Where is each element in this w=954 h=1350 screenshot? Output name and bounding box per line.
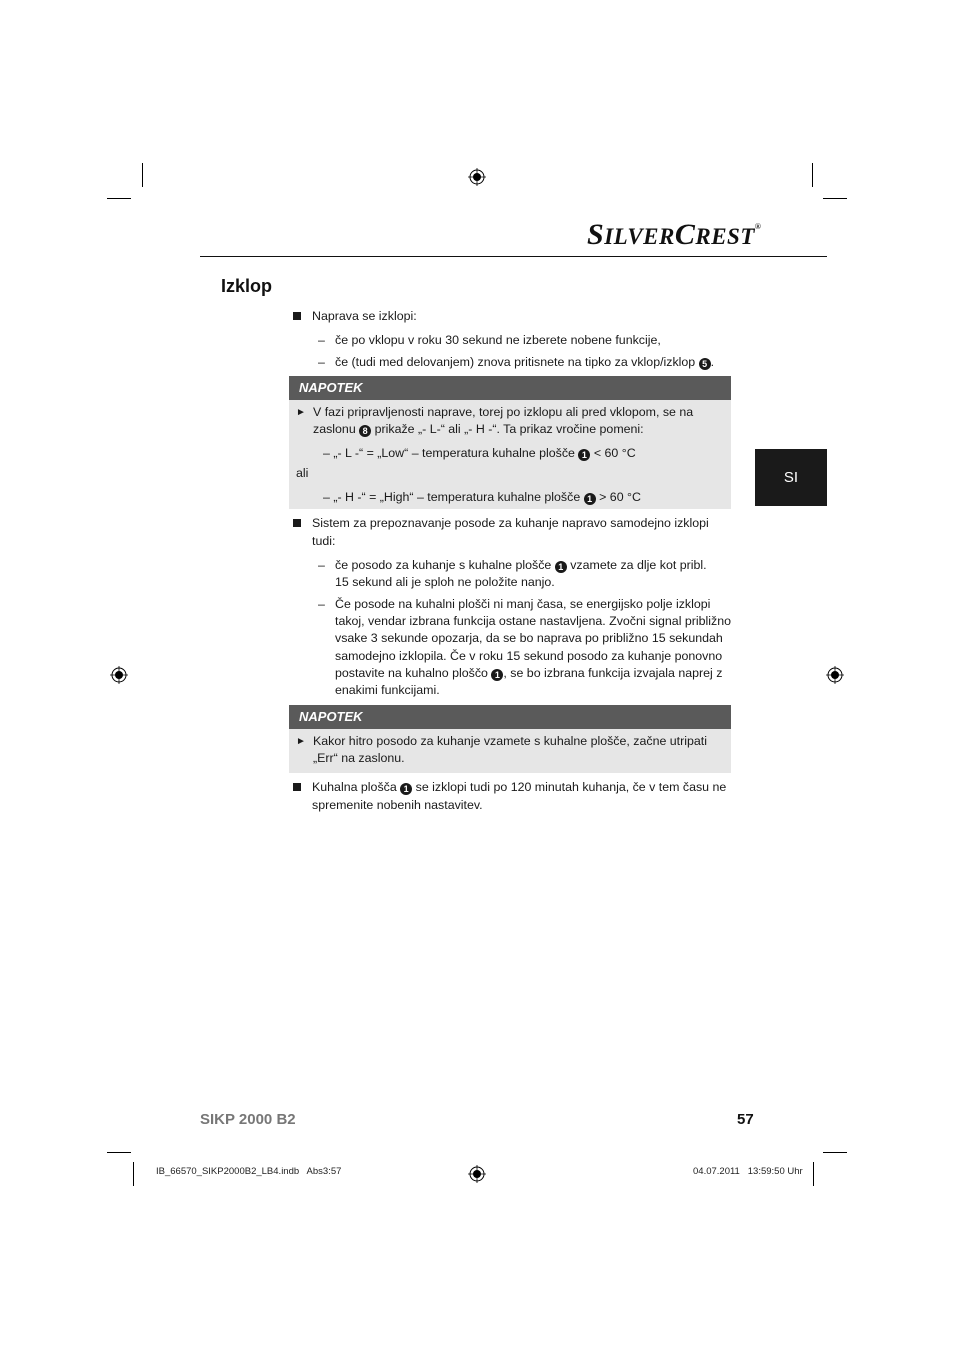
triangle-bullet-icon: ►: [296, 736, 306, 747]
section1-item: če po vklopu v roku 30 sekund ne izberete nobene funkcije,: [335, 333, 661, 347]
page-title: Izklop: [221, 276, 273, 296]
note1-low: [323, 445, 636, 462]
section2-item2: [335, 665, 722, 682]
high-text: – „- H -“ = „High“ – temperatura kuhalne plošče: [323, 490, 581, 504]
section1-intro: Naprava se izklopi:: [312, 309, 417, 323]
section2-intro: Sistem za prepoznavanje posode za kuhanje napravo samodejno izklopi: [312, 516, 709, 530]
note2-line2: „Err“ na zaslonu.: [313, 751, 405, 765]
header-rule: [200, 256, 827, 257]
section1-item: [335, 354, 714, 371]
dash-marker: –: [318, 333, 325, 347]
footer-file-info: IB_66570_SIKP2000B2_LB4.indb Abs3:57: [156, 1166, 342, 1177]
item-text: vzamete za dlje kot pribl.: [570, 558, 707, 572]
registration-mark-icon: [110, 666, 128, 684]
registration-mark-icon: [468, 168, 486, 186]
page-number: 57: [737, 1111, 754, 1128]
registration-mark-icon: [468, 1165, 486, 1183]
section2-intro: tudi:: [312, 534, 336, 548]
dash-marker: –: [318, 597, 325, 611]
ref-number-1: 1: [584, 493, 596, 505]
note1-high: [323, 489, 641, 506]
footer-model: SIKP 2000 B2: [200, 1111, 296, 1128]
ref-number-5: 5: [699, 358, 711, 370]
item-end: .: [710, 355, 715, 369]
crop-mark: [813, 1162, 814, 1186]
note1-ali: ali: [296, 466, 309, 480]
dash-marker: –: [318, 355, 325, 369]
ref-number-1: 1: [400, 783, 412, 795]
ref-number-1: 1: [555, 561, 567, 573]
ref-number-8: 8: [359, 425, 371, 437]
section3-line2: spremenite nobenih nastavitev.: [312, 798, 483, 812]
low-value: < 60 °C: [593, 446, 636, 460]
note-header: NAPOTEK: [289, 376, 731, 400]
section2-item2: samodejno izklopila. Če v roku 15 sekund posodo za kuhanje ponovno: [335, 649, 723, 663]
note1-text: zaslonu: [313, 422, 356, 436]
high-value: > 60 °C: [599, 490, 641, 504]
bullet-square-icon: [293, 783, 301, 791]
registration-mark-icon: [826, 666, 844, 684]
item-text: Kuhalna plošča: [312, 780, 397, 794]
ref-number-1: 1: [491, 669, 503, 681]
bullet-square-icon: [293, 519, 301, 527]
section2-item1: [335, 557, 707, 574]
crop-mark: [142, 163, 143, 187]
note1-line2: [313, 421, 644, 438]
note1-text: prikaže „- L-“ ali „- H -“. Ta prikaz vročine pomeni:: [374, 422, 644, 436]
item-text: če posodo za kuhanje s kuhalne plošče: [335, 558, 552, 572]
section3-line1: [312, 779, 726, 796]
crop-mark: [823, 1152, 847, 1153]
item-text: postavite na kuhalno ploščo: [335, 666, 488, 680]
section2-item2: vsake 3 sekunde opozarja, da se bo naprava po približno 15 sekundah: [335, 631, 723, 645]
ref-number-1: 1: [578, 449, 590, 461]
note2-line1: Kakor hitro posodo za kuhanje vzamete s kuhalne plošče, začne utripati: [313, 734, 707, 748]
triangle-bullet-icon: ►: [296, 407, 306, 418]
section1-item-text: če (tudi med delovanjem) znova pritisnete na tipko za vklop/izklop: [335, 355, 696, 369]
silvercrest-logo: SILVERCREST®: [587, 218, 762, 251]
note1-line1: V fazi pripravljenosti naprave, torej po izklopu ali pred vklopom, se na: [313, 405, 694, 419]
section2-item1: 15 sekund ali je sploh ne položite nanjo.: [335, 575, 555, 589]
crop-mark: [823, 198, 847, 199]
section2-item2: takoj, vendar izbrana funkcija ostane nastavljena. Zvočni signal približno: [335, 614, 732, 628]
item-text: se izklopi tudi po 120 minutah kuhanja, če v tem času ne: [415, 780, 727, 794]
crop-mark: [133, 1162, 134, 1186]
dash-marker: –: [318, 558, 325, 572]
crop-mark: [107, 198, 131, 199]
section2-item2: enakimi funkcijami.: [335, 683, 440, 697]
footer-timestamp: 04.07.2011 13:59:50 Uhr: [693, 1166, 803, 1177]
section2-item2: Če posode na kuhalni plošči ni manj časa, se energijsko polje izklopi: [335, 597, 711, 611]
note-header: NAPOTEK: [289, 705, 731, 729]
item-text: , se bo izbrana funkcija izvajala naprej z: [503, 666, 723, 680]
low-text: – „- L -“ = „Low“ – temperatura kuhalne plošče: [323, 446, 575, 460]
bullet-square-icon: [293, 312, 301, 320]
language-tab: SI: [755, 449, 827, 506]
crop-mark: [107, 1152, 131, 1153]
crop-mark: [812, 163, 813, 187]
